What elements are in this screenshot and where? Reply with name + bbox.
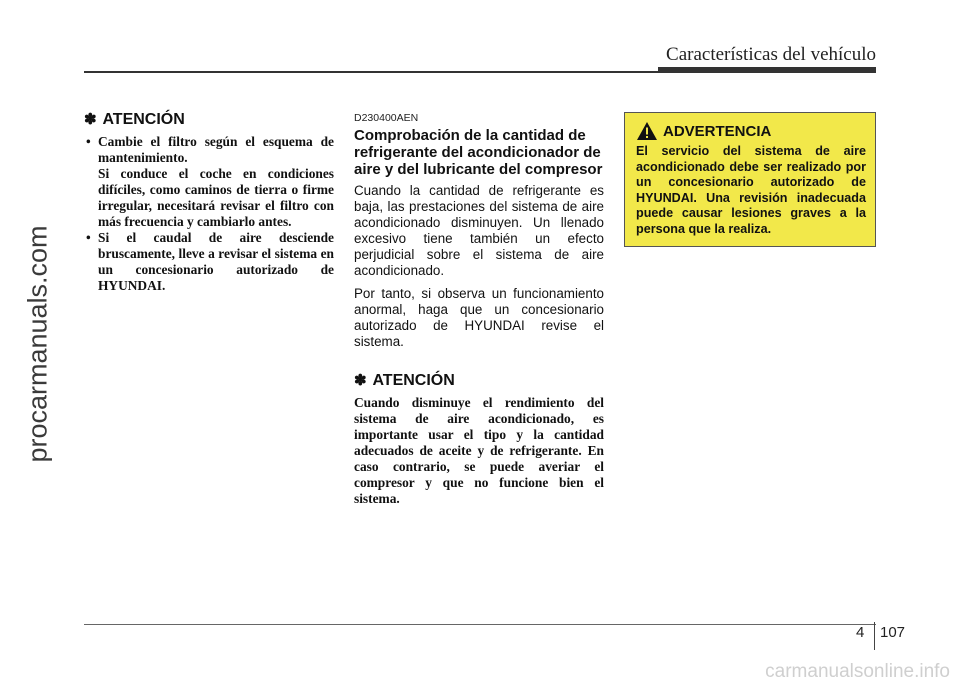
page-number: 107	[880, 624, 906, 641]
section-code: D230400AEN	[354, 112, 419, 124]
warning-triangle-icon	[636, 121, 658, 141]
footer-divider	[874, 622, 875, 650]
bullet-line: Si conduce el coche en condiciones difíciles, como caminos de tierra o firme irregular, necesitará revisar el filtro con más frecuencia y cambiarlo antes.	[98, 166, 334, 229]
section-title: Comprobación de la cantidad de refrigerante del acondicionador de aire y del lubricante del compresor	[354, 127, 603, 178]
middle-column	[354, 110, 604, 507]
header-title: Características del vehículo	[666, 44, 876, 65]
list-item	[84, 134, 334, 230]
warning-text: El servicio del sistema de aire acondicionado debe ser realizado por un concesionario autorizado de HYUNDAI. Una revisión inadecuada puede causar lesiones graves a la persona que la realiza.	[636, 144, 866, 236]
bullet-line: • Si el caudal de aire desciende bruscamente, lleve a revisar el sistema en un concesionario autorizado de HYUNDAI.	[98, 230, 334, 293]
bullet-line: • Cambie el filtro según el esquema de mantenimiento.	[98, 134, 334, 165]
list-item	[84, 230, 334, 294]
caution-text: Cuando disminuye el rendimiento del sistema de aire acondicionado, es importante usar el tipo y la cantidad adecuados de aceite y de refrigerante. En caso contrario, se puede averiar el compresor y que no funcione bien el sistema.	[354, 395, 604, 506]
chapter-number: 4	[856, 624, 865, 641]
header-rule-accent	[658, 67, 876, 72]
caution-heading	[354, 371, 604, 390]
bottom-watermark: carmanualsonline.info	[765, 661, 950, 682]
caution-mark-icon: ✽	[84, 111, 97, 128]
caution-heading	[84, 110, 334, 129]
body-paragraph: Cuando la cantidad de refrigerante es baja, las prestaciones del sistema de aire acondicionado disminuyen. Un llenado excesivo tiene también un efecto perjudicial sobre el sistema de aire acondicionado.	[354, 183, 604, 278]
warning-box	[624, 112, 876, 247]
caution-heading-label: ATENCIÓN	[372, 372, 455, 389]
caution-heading-label: ATENCIÓN	[102, 111, 185, 128]
footer-rule	[84, 624, 876, 625]
warning-header	[636, 121, 866, 141]
caution-bullet-list	[84, 134, 334, 294]
caution-mark-icon: ✽	[354, 372, 367, 389]
side-watermark: procarmanuals.com	[22, 225, 53, 463]
body-paragraph: Por tanto, si observa un funcionamiento anormal, haga que un concesionario autorizado de HYUNDAI revise el sistema.	[354, 286, 604, 349]
warning-title: ADVERTENCIA	[663, 122, 772, 140]
left-column	[84, 110, 334, 294]
